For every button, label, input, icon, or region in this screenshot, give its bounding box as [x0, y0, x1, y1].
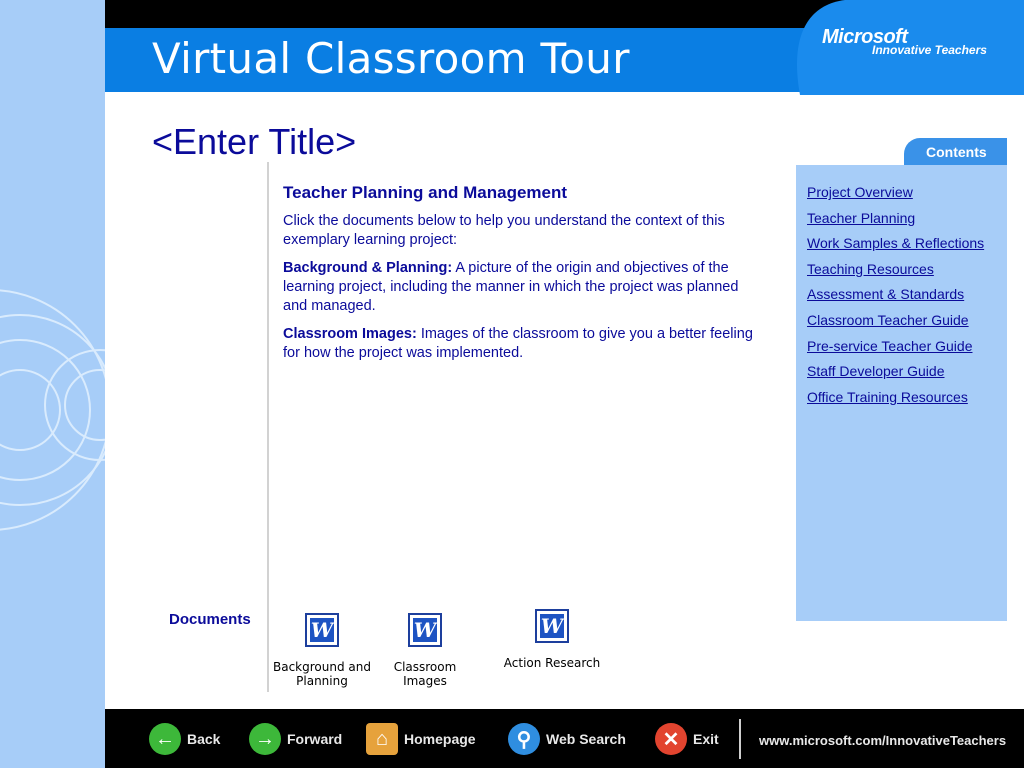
contents-tab: Contents	[904, 138, 1007, 165]
exit-label: Exit	[693, 731, 719, 747]
contents-item	[807, 234, 984, 260]
section-heading: Teacher Planning and Management	[283, 183, 568, 202]
app-title: Virtual Classroom Tour	[152, 34, 630, 83]
forward-label: Forward	[287, 731, 343, 747]
circles-decoration	[0, 0, 105, 768]
exit-x-icon: ✕	[655, 723, 687, 755]
homepage-button[interactable]	[366, 721, 476, 757]
classroom-images-paragraph	[283, 325, 753, 363]
forward-button[interactable]	[249, 721, 342, 757]
paragraph-title: Classroom Images:	[283, 326, 417, 342]
nav-separator	[739, 719, 741, 759]
doc-action-research[interactable]	[497, 609, 607, 670]
contents-item	[807, 183, 984, 209]
left-decorative-strip	[0, 0, 105, 768]
contents-item	[807, 362, 984, 388]
link-office-training-resources[interactable]: Office Training Resources	[807, 388, 968, 405]
magnifier-icon: ⚲	[508, 723, 540, 755]
back-label: Back	[187, 731, 221, 747]
back-arrow-icon: ←	[149, 723, 181, 755]
link-work-samples[interactable]: Work Samples & Reflections	[807, 235, 985, 252]
link-staff-developer-guide[interactable]: Staff Developer Guide	[807, 363, 945, 380]
doc-background-planning[interactable]	[267, 613, 377, 688]
doc-label: Action Research	[503, 656, 601, 670]
link-project-overview[interactable]: Project Overview	[807, 184, 913, 200]
intro-text: Click the documents below to help you understand the context of this exemplary learning project:	[283, 213, 725, 248]
link-teaching-resources[interactable]: Teaching Resources	[807, 260, 934, 277]
word-document-icon: W	[408, 613, 442, 647]
background-planning-paragraph	[283, 259, 753, 316]
documents-label: Documents	[169, 611, 251, 628]
link-teacher-planning[interactable]: Teacher Planning	[807, 209, 916, 226]
link-assessment-standards[interactable]: Assessment & Standards	[807, 286, 965, 303]
microsoft-logo: Microsoft	[822, 26, 908, 48]
home-icon: ⌂	[366, 723, 398, 755]
contents-item	[807, 337, 984, 363]
contents-list	[807, 183, 984, 413]
web-search-button[interactable]	[508, 721, 626, 757]
footer-url[interactable]: www.microsoft.com/InnovativeTeachers	[759, 733, 1007, 748]
contents-item	[807, 285, 984, 311]
doc-label: Classroom Images	[393, 660, 457, 688]
exit-button[interactable]	[655, 721, 719, 757]
contents-item	[807, 311, 984, 337]
contents-item	[807, 209, 984, 235]
contents-item	[807, 388, 984, 414]
web-search-label: Web Search	[546, 731, 626, 747]
back-button[interactable]	[149, 721, 220, 757]
main-content	[283, 183, 753, 372]
word-document-icon: W	[305, 613, 339, 647]
link-preservice-teacher-guide[interactable]: Pre-service Teacher Guide	[807, 337, 973, 354]
paragraph-text: A picture of the origin and objectives of the learning project, including the manner in which the project was planned and managed.	[283, 260, 739, 314]
contents-item	[807, 260, 984, 286]
forward-arrow-icon: →	[249, 723, 281, 755]
paragraph-title: Background & Planning:	[283, 260, 453, 276]
doc-label: Background and Planning	[273, 660, 371, 688]
doc-classroom-images[interactable]	[370, 613, 480, 688]
homepage-label: Homepage	[404, 731, 476, 747]
paragraph-text: Images of the classroom to give you a better feeling for how the project was implemented.	[283, 326, 753, 361]
word-document-icon: W	[535, 609, 569, 643]
innovative-teachers-logo: Innovative Teachers	[872, 43, 987, 57]
page-title: <Enter Title>	[152, 121, 357, 162]
link-classroom-teacher-guide[interactable]: Classroom Teacher Guide	[807, 311, 969, 328]
